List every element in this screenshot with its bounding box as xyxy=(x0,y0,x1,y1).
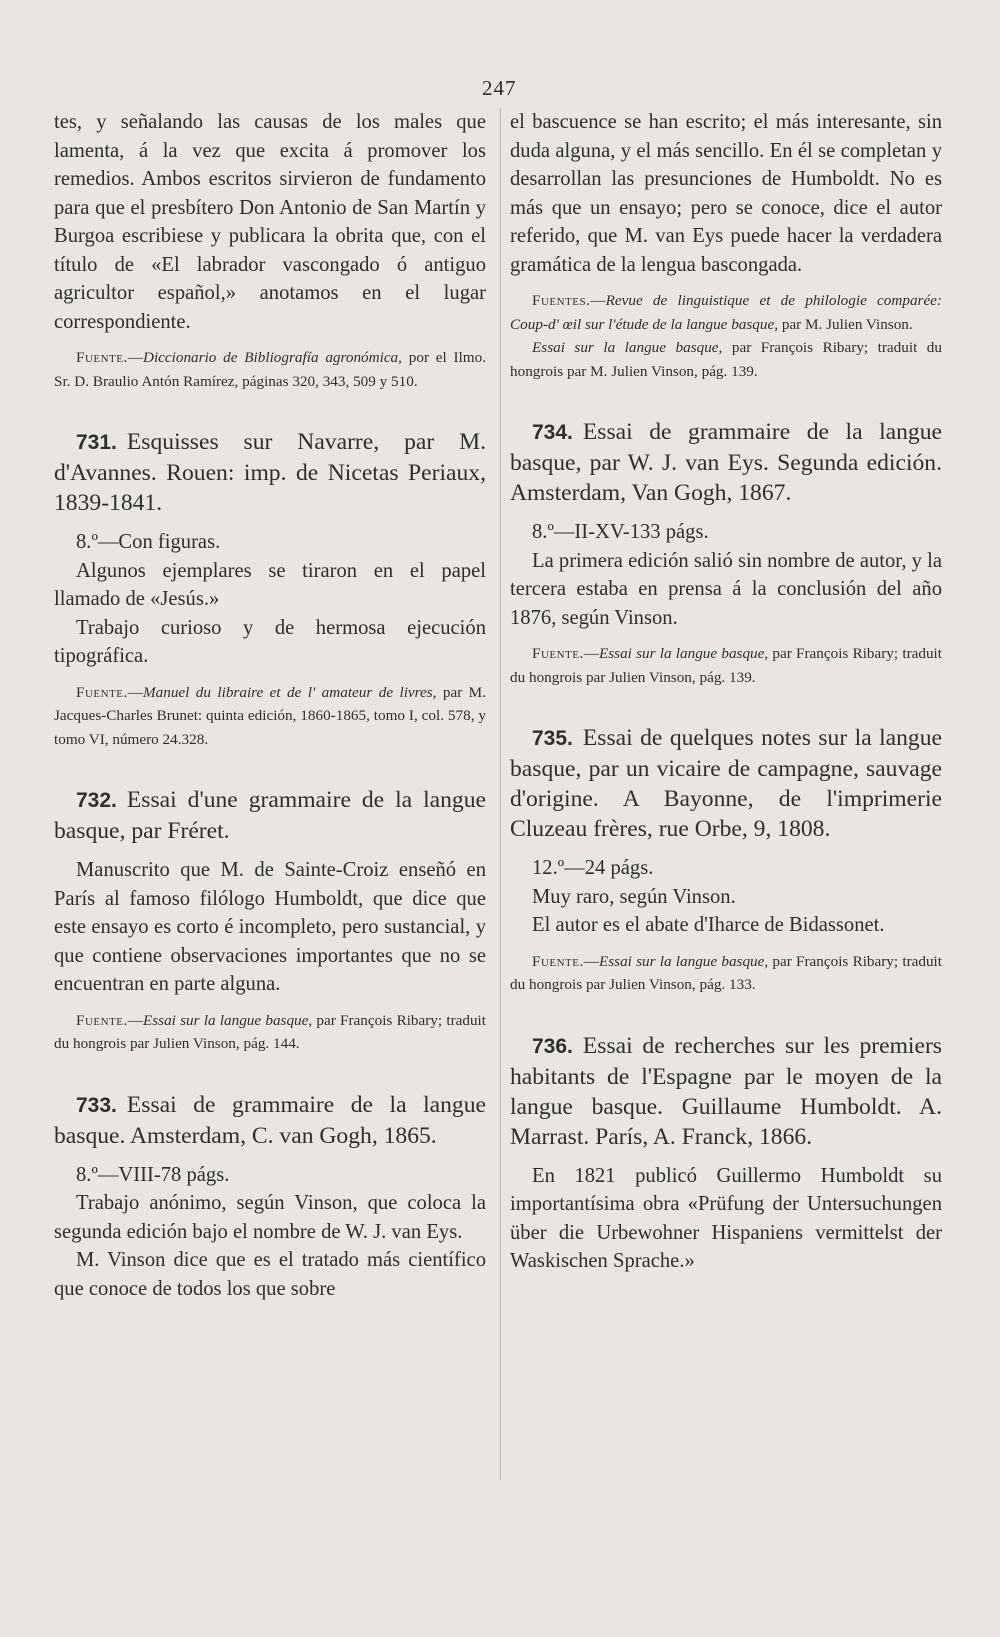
entry-number: 734. xyxy=(532,421,573,444)
entry-note: Trabajo anónimo, según Vinson, que coloca la segunda edición bajo el nombre de W. J. van Eys. xyxy=(54,1192,486,1243)
entry-note: Manuscrito que M. de Sainte-Croiz enseñó en París al famoso filólogo Humboldt, que dice que este ensayo es corto é incompleto, pero sustancial, y que contiene observaciones importantes que no se encuentran en parte alguna. xyxy=(54,859,486,995)
entry-format: 8.º—Con figuras. xyxy=(76,531,221,553)
entry-number: 732. xyxy=(76,789,117,812)
continued-paragraph: el bascuence se han escrito; el más interesante, sin duda alguna, y el más sencillo. En él se completan y desarrollan las presunciones de Humboldt. No es más que un ensayo; pero se conoce, dice el autor referido, que M. van Eys puede hacer la verdadera gramática de la lengua bascongada. xyxy=(510,111,942,276)
entry-format: 8.º—VIII-78 págs. xyxy=(76,1163,230,1186)
entry-note: Algunos ejemplares se tiraron en el papel llamado de «Jesús.» xyxy=(54,559,486,610)
entry-heading xyxy=(54,785,486,846)
right-column xyxy=(510,108,942,1276)
entry-number: 735. xyxy=(532,727,573,750)
entry-note: El autor es el abate d'Iharce de Bidassonet. xyxy=(532,914,885,936)
entry-736 xyxy=(510,1031,942,1276)
source-title: Essai sur la langue basque, xyxy=(598,645,769,662)
source-title: Revue de linguistique et de philologie comparée: Coup-d' œil sur l'étude de la langue basque, xyxy=(510,292,942,333)
entry-note: Muy raro, según Vinson. xyxy=(532,885,736,908)
entry-heading xyxy=(510,417,942,508)
source-label: Fuente. xyxy=(76,683,128,701)
source-title: Manuel du libraire et de l' amateur de livres, xyxy=(142,683,437,701)
entry-number: 733. xyxy=(76,1093,117,1117)
entry-731 xyxy=(54,427,486,751)
source-details: par François Ribary; traduit du hongrois par Julien Vinson, pág. 139. xyxy=(510,645,942,686)
entry-title: Essai de recherches sur les premiers habitants de l'Espagne par le moyen de la langue basque. Guillaume Humboldt. A. Marrast. París, A. Franck, 1866. xyxy=(510,1032,942,1150)
entry-733 xyxy=(54,1090,486,1304)
source-note: Fuente.—Manuel du libraire et de l' amateur de livres, par M. Jacques-Charles Brunet: quinta edición, 1860-1865, tomo I, col. 578, y tomo VI, número 24.328. xyxy=(54,683,486,748)
entry-heading xyxy=(54,1090,486,1151)
entry-heading xyxy=(54,427,486,518)
source-note: Fuente.—Essai sur la langue basque, par François Ribary; traduit du hongrois par Julien Vinson, pág. 133. xyxy=(510,952,942,993)
entry-note: M. Vinson dice que es el tratado más científico que conoce de todos los que sobre xyxy=(54,1249,486,1300)
source-title: Essai sur la langue basque, xyxy=(598,952,769,970)
source-note: Fuente.—Essai sur la langue basque, par François Ribary; traduit du hongrois par Julien Vinson, pág. 144. xyxy=(54,1011,486,1052)
entry-title: Esquisses sur Navarre, par M. d'Avannes. Rouen: imp. de Nicetas Periaux, 1839-1841. xyxy=(54,429,486,516)
entry-format: 12.º—24 págs. xyxy=(532,857,654,879)
entry-734 xyxy=(510,417,942,689)
source-note xyxy=(510,336,942,383)
source-title: Diccionario de Bibliografía agronómica, xyxy=(142,349,402,366)
source-label: Fuente. xyxy=(532,645,584,662)
entry-number: 736. xyxy=(532,1034,573,1058)
entry-format: 8.º—II-XV-133 págs. xyxy=(532,521,709,543)
source-label: Fuente. xyxy=(76,349,128,366)
source-details: par M. Jacques-Charles Brunet: quinta edición, 1860-1865, tomo I, col. 578, y tomo VI, número 24.328. xyxy=(54,683,486,748)
entry-heading xyxy=(510,1031,942,1152)
entry-note: Trabajo curioso y de hermosa ejecución tipográfica. xyxy=(54,616,486,667)
column-divider xyxy=(500,108,501,1480)
source-details: par M. Julien Vinson. xyxy=(781,315,913,333)
entry-title: Essai de grammaire de la langue basque, par W. J. van Eys. Segunda edición. Amsterdam, Van Gogh, 1867. xyxy=(510,419,942,506)
source-label: Fuente. xyxy=(532,952,584,970)
source-note: Fuente.—Diccionario de Bibliografía agronómica, por el Ilmo. Sr. D. Braulio Antón Ramírez, páginas 320, 343, 509 y 510. xyxy=(54,349,487,390)
source-details: par François Ribary; traduit du hongrois par M. Julien Vinson, pág. 139. xyxy=(510,339,942,380)
source-note: Fuente.—Essai sur la langue basque, par François Ribary; traduit du hongrois par Julien Vinson, pág. 139. xyxy=(510,645,942,686)
source-details: par François Ribary; traduit du hongrois par Julien Vinson, pág. 144. xyxy=(54,1011,486,1052)
source-details: por el Ilmo. Sr. D. Braulio Antón Ramírez, páginas 320, 343, 509 y 510. xyxy=(54,349,487,390)
entry-note: En 1821 publicó Guillermo Humboldt su importantísima obra «Prüfung der Untersuchungen über die Urbewohner Hispaniens vermittelst der Waskischen Sprache.» xyxy=(510,1164,942,1272)
entry-732 xyxy=(54,785,486,1056)
source-label: Fuente. xyxy=(76,1011,128,1029)
entry-735 xyxy=(510,723,942,997)
source-label: Fuentes. xyxy=(532,292,591,309)
entry-heading xyxy=(510,723,942,844)
entry-number: 731. xyxy=(76,431,117,454)
page-number: 247 xyxy=(482,76,517,100)
continued-paragraph: tes, y señalando las causas de los males que lamenta, á la vez que excita á promover los remedios. Ambos escritos sirvieron de fundamento para que el presbítero Don Antonio de San Martín y Burgoa escribiese y publicara la obrita que, con el título de «El labrador vascongado ó antiguo agricultor español,» anotamos en el lugar correspondiente. xyxy=(54,111,486,333)
source-title: Essai sur la langue basque, xyxy=(142,1011,313,1029)
left-column xyxy=(54,108,486,1303)
entry-title: Essai d'une grammaire de la langue basque, par Fréret. xyxy=(54,787,486,844)
entry-note: La primera edición salió sin nombre de autor, y la tercera estaba en prensa á la conclusión del año 1876, según Vinson. xyxy=(510,549,942,629)
entry-title: Essai de quelques notes sur la langue basque, par un vicaire de campagne, sauvage d'origine. A Bayonne, de l'imprimerie Cluzeau frères, rue Orbe, 9, 1808. xyxy=(510,725,942,842)
entry-title: Essai de grammaire de la langue basque. Amsterdam, C. van Gogh, 1865. xyxy=(54,1091,486,1149)
source-details: par François Ribary; traduit du hongrois par Julien Vinson, pág. 133. xyxy=(510,952,942,993)
source-title: Essai sur la langue basque, xyxy=(532,339,723,356)
source-note: Fuentes.—Revue de linguistique et de philologie comparée: Coup-d' œil sur l'étude de la langue basque, par M. Julien Vinson. xyxy=(510,292,942,333)
